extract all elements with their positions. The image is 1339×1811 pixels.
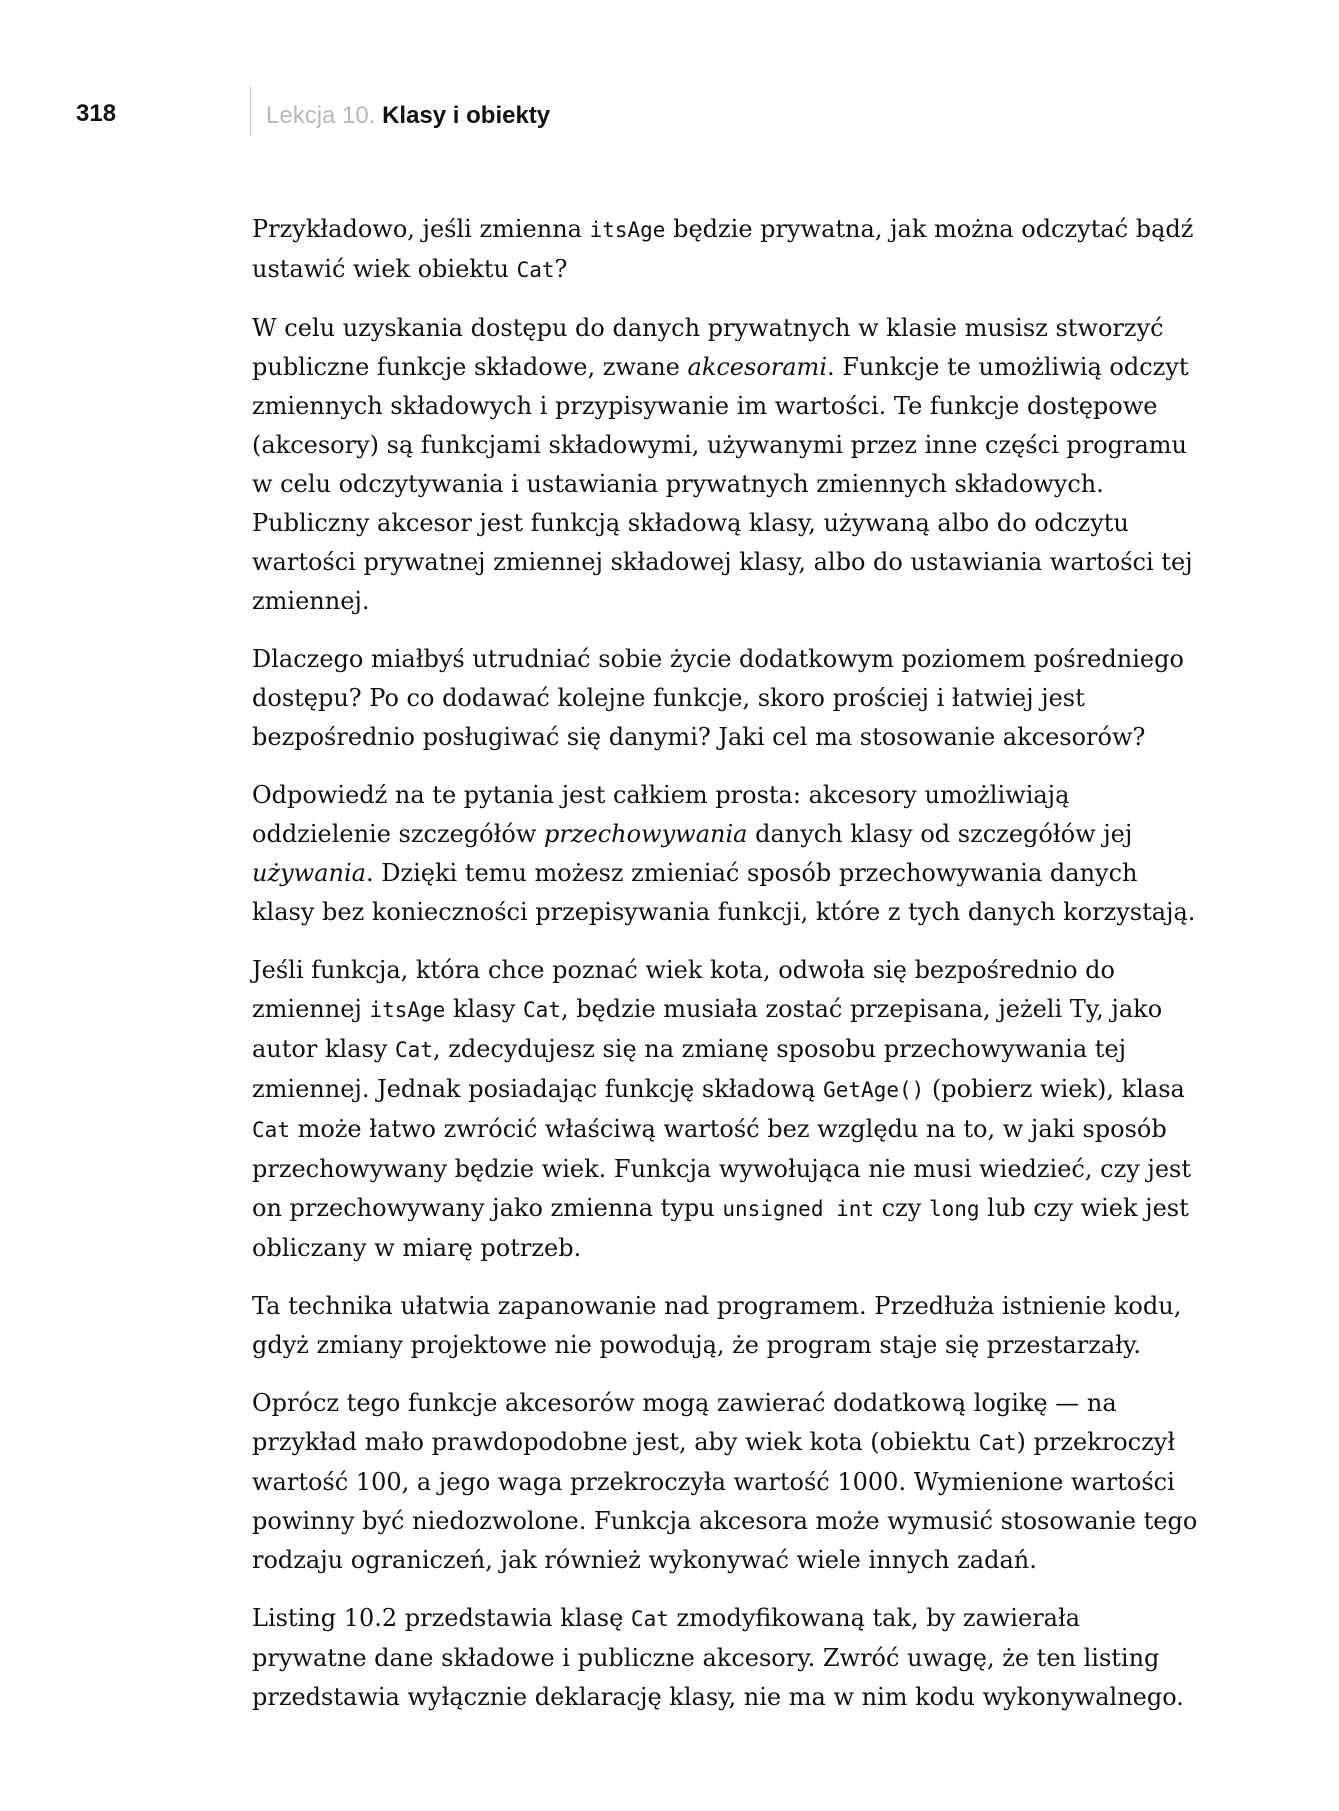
header-divider [250, 86, 251, 136]
code-Cat: Cat [523, 998, 561, 1022]
lesson-label: Lekcja 10. [266, 102, 376, 129]
text: . Funkcje te umożliwią odczyt zmiennych składowych i przypisywanie im wartości. Te funkcje dostępowe (akcesory) są funkcjami składowymi, używanymi przez inne części programu w celu odczytywania i ustawiania prywatnych zmiennych składowych. Publiczny akcesor jest funkcją składową klasy, używaną albo do odczytu wartości prywatnej zmiennej składowej klasy, albo do ustawiania wartości tej zmiennej. [252, 353, 1193, 615]
text: zmodyfikowaną tak, by zawierała prywatne dane składowe i publiczne akcesory. Zwróć uwagę, że ten listing przedstawia wyłącznie deklarację klasy, nie ma w nim kodu wykonywalnego. [252, 1604, 1184, 1711]
text: lub czy wiek jest obliczany w miarę potrzeb. [252, 1194, 1189, 1262]
text: będzie prywatna, jak można odczytać bądź ustawić wiek obiektu [252, 215, 1194, 283]
code-Cat: Cat [516, 258, 555, 282]
text: Przykładowo, jeśli zmienna [252, 215, 590, 243]
text: ? [554, 255, 568, 283]
text: , będzie musiała zostać przepisana, jeżeli Ty, jako autor klasy [252, 995, 1163, 1063]
paragraph-3 [252, 640, 1200, 757]
text: klasy [445, 995, 523, 1023]
text: , zdecydujesz się na zmianę sposobu przechowywania tej zmiennej. Jednak posiadając funkcję składową [252, 1035, 1127, 1103]
emphasis-uzywania: używania [252, 859, 366, 887]
text: Ta technika ułatwia zapanowanie nad programem. Przedłuża istnienie kodu, gdyż zmiany projektowe nie powodują, że program staje się przestarzały. [252, 1292, 1182, 1359]
paragraph-1 [252, 210, 1200, 290]
text: czy [874, 1194, 929, 1222]
paragraph-5 [252, 951, 1200, 1268]
text: może łatwo zwrócić właściwą wartość bez względu na to, w jaki sposób przechowywany będzie wiek. Funkcja wywołująca nie musi wiedzieć, czy jest on przechowywany jako zmienna typu [252, 1115, 1192, 1222]
text: W celu uzyskania dostępu do danych prywatnych w klasie musisz stworzyć publiczne funkcje składowe, zwane [252, 314, 1164, 381]
emphasis-akcesorami: akcesorami [687, 353, 827, 381]
code-Cat: Cat [630, 1607, 669, 1631]
code-itsAge: itsAge [589, 218, 666, 242]
paragraph-7 [252, 1384, 1200, 1580]
paragraph-6 [252, 1287, 1200, 1365]
running-head [266, 102, 550, 130]
emphasis-przechowywania: przechowywania [544, 820, 748, 848]
body-text [252, 210, 1200, 1736]
text: Jeśli funkcja, która chce poznać wiek kota, odwoła się bezpośrednio do zmiennej [252, 956, 1115, 1023]
text: . Dzięki temu możesz zmieniać sposób przechowywania danych klasy bez konieczności przepisywania funkcji, które z tych danych korzystają. [252, 859, 1196, 926]
text: Oprócz tego funkcje akcesorów mogą zawierać dodatkową logikę — na przykład mało prawdopodobne jest, aby wiek kota (obiektu [252, 1389, 1117, 1456]
text: ) przekroczył wartość 100, a jego waga przekroczyła wartość 1000. Wymienione wartości powinny być niedozwolone. Funkcja akcesora może wymusić stosowanie tego rodzaju ograniczeń, jak również wykonywać wiele innych zadań. [252, 1428, 1198, 1574]
paragraph-8 [252, 1599, 1200, 1717]
code-Cat: Cat [252, 1118, 290, 1142]
text: Dlaczego miałbyś utrudniać sobie życie dodatkowym poziomem pośredniego dostępu? Po co dodawać kolejne funkcje, skoro prościej i łatwiej jest bezpośrednio posługiwać się danymi? Jaki cel ma stosowanie akcesorów? [252, 645, 1184, 751]
code-Cat: Cat [978, 1431, 1017, 1455]
text: danych klasy od szczegółów jej [747, 820, 1133, 848]
code-GetAge: GetAge() [823, 1078, 925, 1102]
code-unsigned-int: unsigned int [722, 1197, 875, 1221]
text: Listing 10.2 przedstawia klasę [252, 1604, 631, 1632]
code-long: long [928, 1197, 980, 1221]
code-itsAge: itsAge [369, 998, 446, 1022]
text: Odpowiedź na te pytania jest całkiem prosta: akcesory umożliwiają oddzielenie szczegółów [252, 781, 1070, 848]
code-Cat: Cat [395, 1038, 433, 1062]
paragraph-4 [252, 776, 1200, 932]
paragraph-2 [252, 309, 1200, 621]
lesson-title: Klasy i obiekty [382, 102, 551, 129]
page-number: 318 [76, 100, 117, 127]
text: (pobierz wiek), klasa [924, 1075, 1185, 1103]
